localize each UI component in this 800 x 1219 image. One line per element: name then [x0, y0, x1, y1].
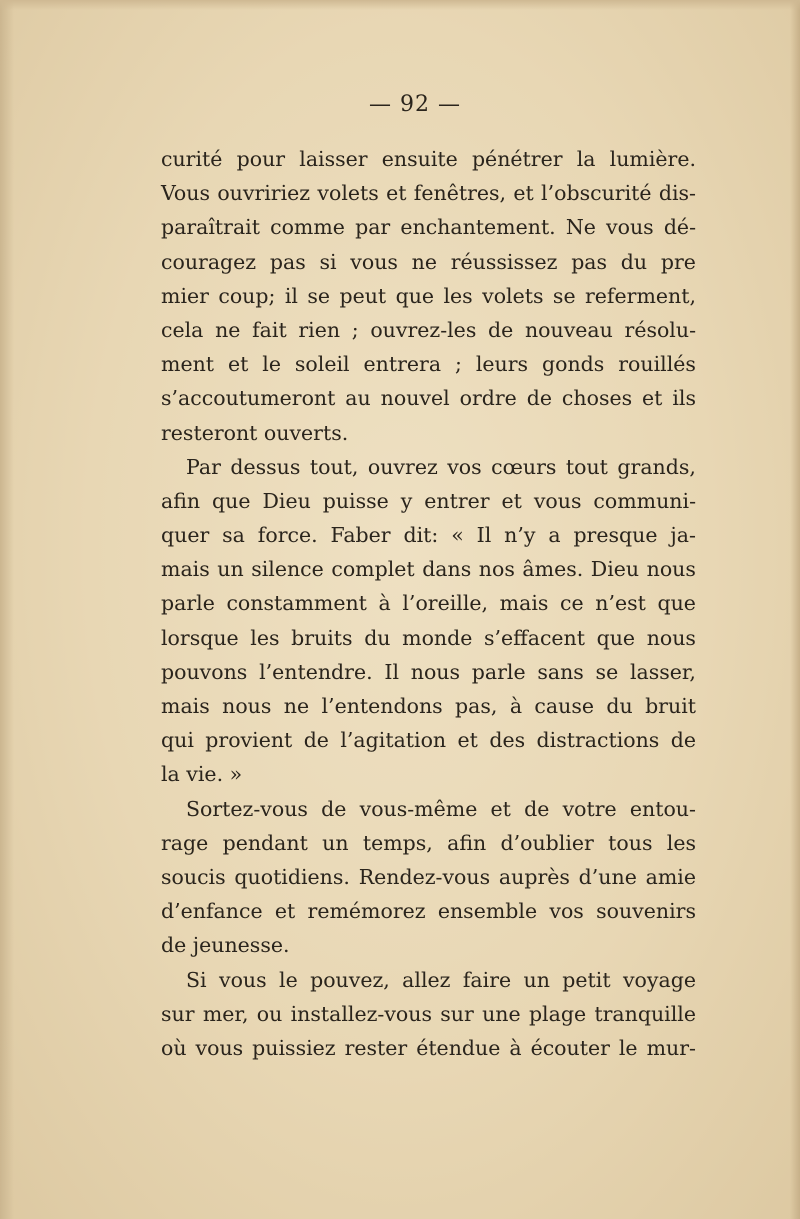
text-line: pouvons l’entendre. Il nous parle sans se lasser, — [161, 659, 696, 684]
text-line: où vous puissiez rester étendue à écouter le mur- — [161, 1035, 696, 1060]
text-line: paraîtrait comme par enchantement. Ne vous dé- — [161, 215, 696, 240]
page-number: — 92 — — [369, 92, 461, 117]
text-line: cela ne fait rien ; ouvrez-les de nouveau résolu- — [161, 317, 696, 342]
text-line: Si vous le pouvez, allez faire un petit voyage — [186, 967, 696, 992]
text-line: resteront ouverts. — [161, 420, 349, 445]
text-line: rage pendant un temps, afin d’oublier tous les — [161, 830, 696, 855]
text-line: parle constamment à l’oreille, mais ce n’est que — [161, 591, 696, 616]
text-line: sur mer, ou installez-vous sur une plage tranquille — [161, 1001, 696, 1026]
text-line: qui provient de l’agitation et des distractions de — [161, 728, 696, 753]
text-line: la vie. » — [161, 762, 243, 787]
text-line: afin que Dieu puisse y entrer et vous communi- — [161, 488, 696, 513]
text-line: s’accoutumeront au nouvel ordre de choses et ils — [161, 386, 696, 411]
text-line: mier coup; il se peut que les volets se referment, — [161, 283, 696, 308]
text-line: curité pour laisser ensuite pénétrer la lumière. — [161, 147, 696, 171]
text-line: couragez pas si vous ne réussissez pas du pre — [161, 249, 696, 274]
text-line: d’enfance et remémorez ensemble vos souvenirs — [161, 899, 696, 924]
page-top-edge-shadow — [0, 0, 800, 10]
page-left-edge-shadow — [0, 0, 14, 1219]
text-line: lorsque les bruits du monde s’effacent que nous — [161, 625, 696, 650]
text-line: mais nous ne l’entendons pas, à cause du bruit — [161, 694, 696, 718]
text-line: ment et le soleil entrera ; leurs gonds rouillés — [161, 352, 696, 377]
body-text — [161, 142, 696, 1065]
text-line: quer sa force. Faber dit: « Il n’y a presque ja- — [161, 523, 696, 548]
text-line: mais un silence complet dans nos âmes. Dieu nous — [161, 557, 696, 582]
page-right-edge-shadow — [790, 0, 800, 1219]
text-line: de jeunesse. — [161, 933, 290, 958]
text-line: Sortez-vous de vous-même et de votre entou- — [186, 796, 696, 821]
text-line: Vous ouvririez volets et fenêtres, et l’obscurité dis- — [161, 181, 696, 206]
text-line: soucis quotidiens. Rendez-vous auprès d’une amie — [161, 864, 696, 889]
text-line: Par dessus tout, ouvrez vos cœurs tout grands, — [186, 454, 696, 479]
